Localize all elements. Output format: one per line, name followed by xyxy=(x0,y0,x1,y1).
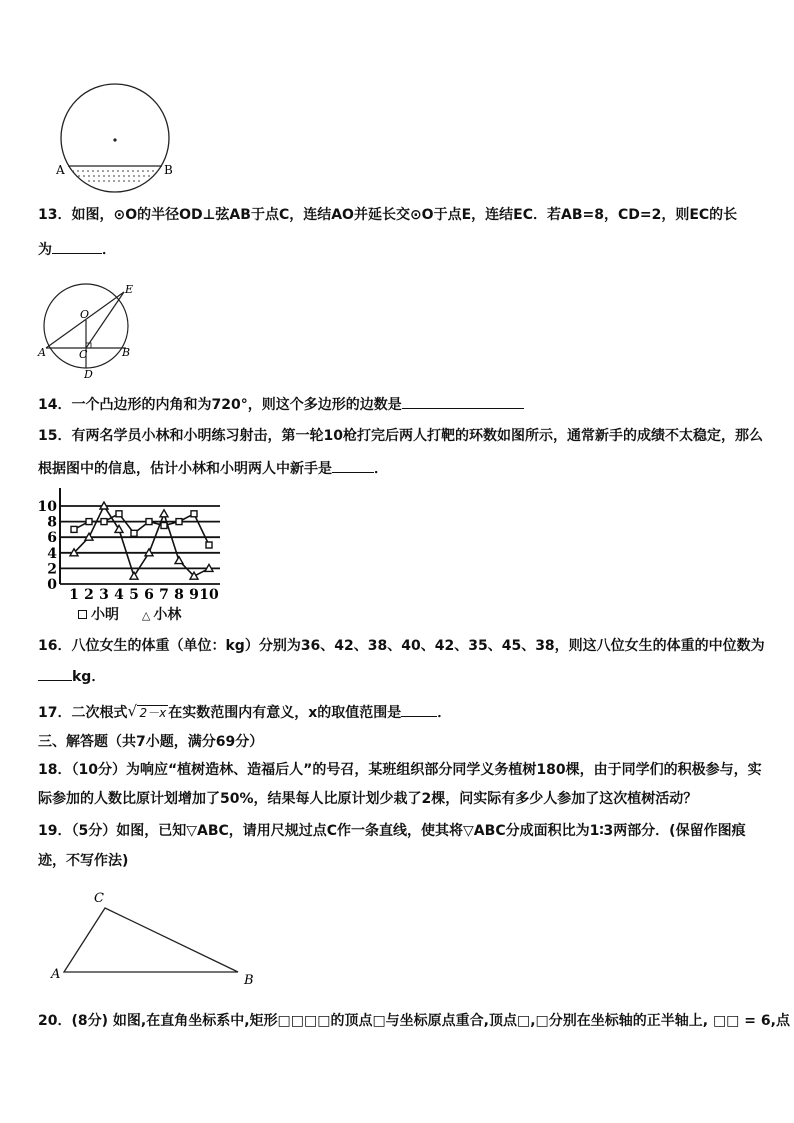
q20-line1: 20．(8分) 如图,在直角坐标系中,矩形□□□□的顶点□与坐标原点重合,顶点□,□分别在坐标轴的正半轴上, □□ = 6,点 xyxy=(38,1013,790,1029)
chart-point-square xyxy=(146,519,152,525)
q16-answer-blank[interactable] xyxy=(38,666,72,681)
q19-label-b: B xyxy=(244,973,254,988)
chart-x-tick-label: 1 xyxy=(69,587,79,603)
q18-line1: 18．（10分）为响应“植树造林、造福后人”的号召，某班组织部分同学义务植树180棵，由于同学们的积极参与，实 xyxy=(38,762,762,778)
chart-x-tick-label: 10 xyxy=(199,587,219,603)
chart-point-square xyxy=(206,542,212,548)
chart-point-triangle xyxy=(175,557,183,564)
q12-label-a: A xyxy=(56,163,65,177)
q13-line2 xyxy=(38,239,760,260)
chart-x-tick-label: 2 xyxy=(84,587,94,603)
q13-answer-blank[interactable] xyxy=(52,239,102,254)
chart-x-tick-label: 7 xyxy=(159,587,169,603)
chart-point-square xyxy=(161,523,167,529)
legend-square-icon xyxy=(78,610,87,619)
q19-line1: 19．（5分）如图，已知▽ABC，请用尺规过点C作一条直线，使其将▽ABC分成面积比为1∶3两部分．(保留作图痕 xyxy=(38,823,746,839)
q12-circle-figure xyxy=(56,82,186,182)
chart-x-tick-label: 3 xyxy=(99,587,109,603)
chart-y-tick-label: 10 xyxy=(37,499,57,515)
chart-y-tick-label: 6 xyxy=(47,530,57,547)
q17-radicand: 2－x xyxy=(139,706,167,720)
chart-y-tick-label: 2 xyxy=(47,561,57,578)
q13-circle-figure xyxy=(38,282,148,382)
chart-y-tick-label: 0 xyxy=(47,577,57,593)
chart-x-tick-labels xyxy=(69,587,219,603)
q17-line xyxy=(38,702,760,723)
chart-x-tick-label: 6 xyxy=(144,587,154,603)
chart-point-square xyxy=(71,526,77,532)
q13-label-e: E xyxy=(125,283,134,296)
q15-prefix: 根据图中的信息，估计小林和小明两人中新手是 xyxy=(38,461,332,477)
q19-label-a: A xyxy=(51,967,61,982)
q17-suffix: ． xyxy=(437,705,452,721)
q17-sqrt: √ 2－x xyxy=(127,702,167,720)
legend-triangle-icon: △ xyxy=(141,609,151,622)
q12-label-b: B xyxy=(164,163,173,177)
chart-y-tick-labels xyxy=(38,499,58,593)
q13-line1: 13．如图，⊙O的半径OD⊥弦AB于点C，连结AO并延长交⊙O于点E，连结EC．若AB=8，CD=2，则EC的长 xyxy=(38,207,738,223)
chart-point-triangle xyxy=(100,502,108,509)
q13-label-c: C xyxy=(79,348,88,361)
chart-point-square xyxy=(101,519,107,525)
q16-suffix: kg． xyxy=(72,669,106,685)
chart-point-triangle xyxy=(85,533,93,540)
chart-x-tick-label: 8 xyxy=(174,587,184,603)
q13-label-d: D xyxy=(84,368,93,381)
chart-point-triangle xyxy=(160,510,168,517)
q15-line2 xyxy=(38,458,760,479)
chart-point-square xyxy=(176,519,182,525)
q15-answer-blank[interactable] xyxy=(332,458,374,473)
chart-point-square xyxy=(131,530,137,536)
chart-point-triangle xyxy=(145,549,153,556)
legend-xiaolin: 小林 xyxy=(153,607,182,623)
q16-line1: 16．八位女生的体重（单位：kg）分别为36、42、38、40、42、35、45、38，则这八位女生的体重的中位数为 xyxy=(38,638,765,654)
chart-x-tick-label: 9 xyxy=(189,587,199,603)
q13-label-b: B xyxy=(122,346,131,359)
q14-text: 14．一个凸边形的内角和为720°，则这个多边形的边数是 xyxy=(38,397,402,413)
q13-prefix: 为 xyxy=(38,242,52,258)
q18-line2: 际参加的人数比原计划增加了50%，结果每人比原计划少栽了2棵，问实际有多少人参加了这次植树活动？ xyxy=(38,791,698,807)
chart-x-tick-label: 5 xyxy=(129,587,139,603)
q14-answer-blank[interactable] xyxy=(402,394,524,409)
chart-y-tick-label: 8 xyxy=(47,514,57,531)
q13-label-a: A xyxy=(38,346,46,359)
section3-title: 三、解答题（共7小题，满分69分） xyxy=(38,734,264,750)
chart-point-square xyxy=(86,519,92,525)
chart-y-tick-label: 4 xyxy=(47,545,57,562)
chart-legend xyxy=(78,604,181,624)
q16-line2 xyxy=(38,666,760,687)
chart-grid xyxy=(60,488,220,584)
chart-series-line-1 xyxy=(74,514,209,545)
chart-x-tick-label: 4 xyxy=(114,587,124,603)
q17-answer-blank[interactable] xyxy=(401,702,437,717)
q15-line1: 15．有两名学员小林和小明练习射击，第一轮10枪打完后两人打靶的环数如图所示，通常新手的成绩不太稳定，那么 xyxy=(38,428,763,444)
q17-middle: 在实数范围内有意义，x的取值范围是 xyxy=(168,705,402,721)
q13-label-o: O xyxy=(80,308,90,321)
q19-triangle-figure xyxy=(48,886,268,991)
chart-point-square xyxy=(191,511,197,517)
q14-line xyxy=(38,394,760,415)
q17-prefix: 17．二次根式 xyxy=(38,705,128,721)
q19-label-c: C xyxy=(94,891,104,906)
chart-point-square xyxy=(116,511,122,517)
q19-line2: 迹，不写作法) xyxy=(38,853,129,869)
q15-suffix: ． xyxy=(374,461,388,477)
legend-xiaoming: 小明 xyxy=(91,607,119,623)
chart-point-triangle xyxy=(205,564,213,571)
q13-suffix: ． xyxy=(102,242,116,258)
